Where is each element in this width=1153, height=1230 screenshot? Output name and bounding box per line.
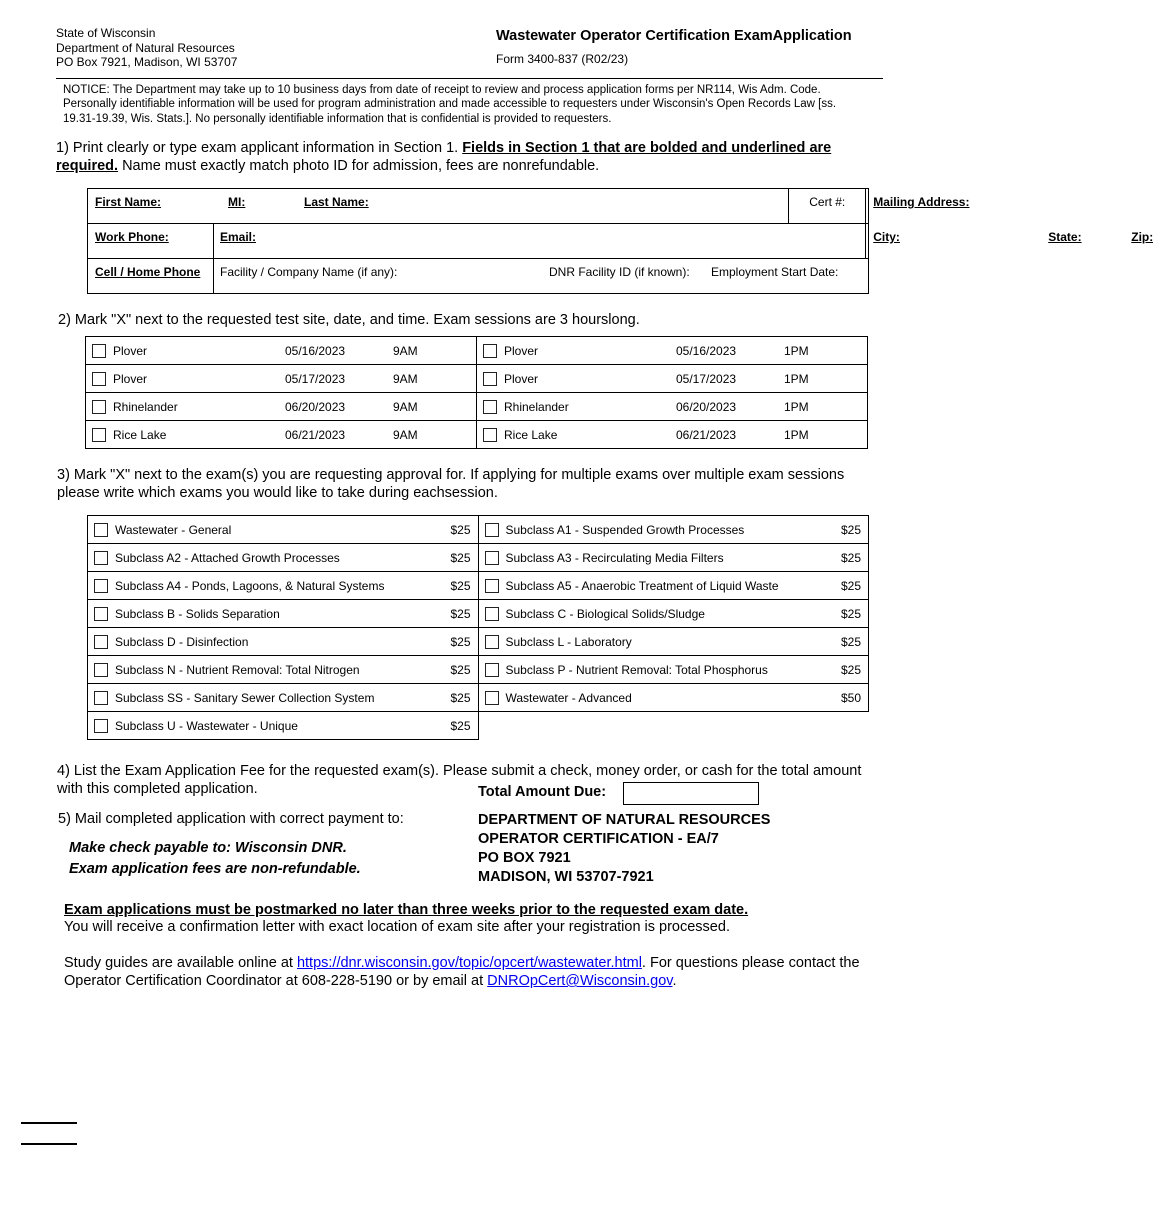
section2-instructions: 2) Mark "X" next to the requested test site, date, and time. Exam sessions are 3 hourslong. [58,312,640,328]
exam-option[interactable] [478,656,869,684]
session-option[interactable] [477,337,868,365]
exam-checkbox[interactable] [485,523,499,537]
city-label: City: [873,230,900,244]
empty-cell [478,712,869,740]
session-checkbox[interactable] [483,400,497,414]
exam-name: Subclass A1 - Suspended Growth Processes [505,523,745,537]
exam-option[interactable] [478,600,869,628]
exam-option[interactable] [88,684,479,712]
cert-cell[interactable] [789,189,866,224]
session-date: 05/16/2023 [676,344,737,358]
nonrefundable-note: Exam application fees are non-refundable. [69,861,361,877]
exam-row [88,656,869,684]
session-option[interactable] [477,393,868,421]
exam-name: Subclass D - Disinfection [115,635,249,649]
header-divider [56,78,883,79]
total-amount-input[interactable] [623,782,759,805]
session-time: 9AM [393,428,418,442]
session-time: 9AM [393,344,418,358]
session-time: 1PM [784,428,809,442]
agency-line: PO Box 7921, Madison, WI 53707 [56,55,238,69]
exam-option[interactable] [88,544,479,572]
mailing-address-label: Mailing Address: [873,195,970,209]
exam-name: Subclass A4 - Ponds, Lagoons, & Natural Systems [115,579,385,593]
exam-fee: $25 [450,607,471,621]
study-guide-link[interactable]: https://dnr.wisconsin.gov/topic/opcert/wastewater.html [296,955,642,971]
study-mid: . For questions please contact the Operator Certification Coordinator at 608-228-5190 or by email at [64,955,860,989]
exam-option[interactable] [88,600,479,628]
section4-instructions: 4) List the Exam Application Fee for the requested exam(s). Please submit a check, money order, or cash for the total amount with this completed application. [57,763,862,797]
exam-fee: $25 [450,635,471,649]
study-guide-paragraph [64,954,864,990]
facility-label: Facility / Company Name (if any): [220,265,398,279]
session-checkbox[interactable] [483,428,497,442]
session-option[interactable] [477,365,868,393]
first-name-label: First Name: [95,195,162,209]
exam-fee: $25 [450,691,471,705]
exam-checkbox[interactable] [485,635,499,649]
exam-option[interactable] [478,544,869,572]
exam-fee: $25 [450,523,471,537]
session-time: 9AM [393,400,418,414]
exam-name: Subclass SS - Sanitary Sewer Collection System [115,691,375,705]
session-site: Rhinelander [113,400,178,414]
address-line: PO BOX 7921 [478,850,571,866]
email-cell[interactable] [214,224,866,259]
exam-row [88,544,869,572]
exam-fee: $25 [450,579,471,593]
exam-checkbox[interactable] [485,551,499,565]
exam-option[interactable] [88,628,479,656]
section1-rest: Name must exactly match photo ID for admission, fees are nonrefundable. [118,158,600,174]
section1-instructions [56,139,846,175]
address-line: MADISON, WI 53707-7921 [478,869,654,885]
total-amount-label: Total Amount Due: [478,783,610,801]
section1-intro: 1) Print clearly or type exam applicant information in Section 1. [56,140,463,156]
cell-phone-cell[interactable] [88,259,214,294]
exam-checkbox[interactable] [94,663,108,677]
exam-option[interactable] [88,712,479,740]
session-site: Rhinelander [504,400,569,414]
mi-label: MI: [228,195,246,209]
session-row [86,421,868,449]
session-option[interactable] [477,421,868,449]
exam-fee: $25 [450,719,471,733]
confirmation-note: You will receive a confirmation letter with exact location of exam site after your registration is processed. [64,919,730,935]
session-date: 06/20/2023 [285,400,346,414]
work-phone-cell[interactable] [88,224,214,259]
exam-name: Wastewater - General [115,523,232,537]
mailing-address-cell[interactable] [866,189,970,224]
exam-fee: $25 [450,663,471,677]
session-site: Plover [113,372,148,386]
session-checkbox[interactable] [92,428,106,442]
session-row [86,393,868,421]
exam-row [88,572,869,600]
session-time: 1PM [784,400,809,414]
exam-checkbox[interactable] [94,523,108,537]
payable-note: Make check payable to: Wisconsin DNR. [69,840,347,856]
section1-required-note: Fields in Section 1 that are bolded and underlined are required. [56,140,832,174]
exam-option[interactable] [478,684,869,712]
session-time: 1PM [784,344,809,358]
exam-name: Subclass N - Nutrient Removal: Total Nitrogen [115,663,360,677]
session-option[interactable] [86,393,477,421]
exam-name: Subclass A5 - Anaerobic Treatment of Liquid Waste [505,579,779,593]
exam-option[interactable] [478,628,869,656]
footer-mark [21,1122,77,1124]
exam-name: Subclass B - Solids Separation [115,607,280,621]
last-name-label: Last Name: [304,195,369,209]
city-state-zip-cell[interactable] [866,224,1153,259]
exam-fee: $25 [840,551,861,565]
session-checkbox[interactable] [92,372,106,386]
session-option[interactable] [86,337,477,365]
exam-row [88,712,869,740]
test-session-table [85,336,868,449]
exam-checkbox[interactable] [94,607,108,621]
agency-block [56,26,237,70]
notice-text: NOTICE: The Department may take up to 10 business days from date of receipt to review and process application forms per NR114, Wis Adm. Code. Personally identifiable information will be used for program administration and made accessible to requesters under Wisconsin's Open Records Law [ss. 19.31-19.39, Wis. Stats.]. No personally identifiable information that is confidential is provided to requesters. [63,84,837,125]
exam-fee: $50 [840,691,861,705]
zip-label: Zip: [1131,230,1153,244]
exam-fee: $25 [840,663,861,677]
session-site: Plover [504,344,539,358]
session-date: 06/21/2023 [285,428,346,442]
exam-name: Subclass A3 - Recirculating Media Filters [505,551,724,565]
email-link[interactable]: DNROpCert@Wisconsin.gov [487,973,673,989]
exam-option[interactable] [88,572,479,600]
address-line: OPERATOR CERTIFICATION - EA/7 [478,831,719,847]
exam-checkbox[interactable] [94,635,108,649]
session-checkbox[interactable] [483,372,497,386]
exam-checkbox[interactable] [94,719,108,733]
exam-checkbox[interactable] [485,691,499,705]
cert-label: Cert #: [809,195,846,209]
work-phone-label: Work Phone: [95,230,169,244]
email-label: Email: [220,230,257,244]
cell-phone-label: Cell / Home Phone [95,265,201,279]
session-site: Plover [113,344,148,358]
exam-checkbox[interactable] [485,579,499,593]
footer-mark [21,1143,77,1145]
address-line: DEPARTMENT OF NATURAL RESOURCES [478,812,771,828]
exam-option[interactable] [88,656,479,684]
state-label: State: [1048,230,1082,244]
exam-name: Subclass A2 - Attached Growth Processes [115,551,340,565]
facility-cell[interactable] [214,259,869,294]
agency-line: Department of Natural Resources [56,40,235,55]
exam-row [88,628,869,656]
exam-checkbox[interactable] [94,579,108,593]
exam-name: Wastewater - Advanced [505,691,632,705]
exam-option[interactable] [478,572,869,600]
agency-line: State of Wisconsin [56,26,156,40]
session-date: 06/21/2023 [676,428,737,442]
session-time: 1PM [784,372,809,386]
form-number: Form 3400-837 (R02/23) [496,52,629,66]
exam-row [88,516,869,544]
session-checkbox[interactable] [92,344,106,358]
exam-name: Subclass P - Nutrient Removal: Total Phosphorus [505,663,768,677]
dnr-facility-id-label: DNR Facility ID (if known): [549,265,690,279]
session-date: 06/20/2023 [676,400,737,414]
employment-start-label: Employment Start Date: [711,265,839,279]
exam-fee: $25 [840,523,861,537]
session-site: Rice Lake [504,428,558,442]
session-site: Plover [504,372,539,386]
exam-name: Subclass U - Wastewater - Unique [115,719,298,733]
session-checkbox[interactable] [92,400,106,414]
exam-option[interactable] [88,516,479,544]
exam-fee: $25 [840,579,861,593]
exam-option[interactable] [478,516,869,544]
study-end: . [672,973,677,989]
exam-selection-table [87,515,869,740]
exam-fee: $25 [840,607,861,621]
exam-fee: $25 [450,551,471,565]
applicant-info-table [87,188,1153,294]
name-cell[interactable] [88,189,789,224]
exam-checkbox[interactable] [485,663,499,677]
session-date: 05/16/2023 [285,344,346,358]
session-date: 05/17/2023 [285,372,346,386]
session-row [86,365,868,393]
section5-instructions: 5) Mail completed application with correct payment to: [58,811,404,827]
exam-row [88,684,869,712]
session-time: 9AM [393,372,418,386]
session-option[interactable] [86,365,477,393]
exam-fee: $25 [840,635,861,649]
session-site: Rice Lake [113,428,167,442]
session-date: 05/17/2023 [676,372,737,386]
postmark-deadline: Exam applications must be postmarked no later than three weeks prior to the requested exam date. [64,902,749,918]
exam-name: Subclass L - Laboratory [505,635,632,649]
exam-checkbox[interactable] [485,607,499,621]
mailing-address-block [478,811,770,887]
exam-row [88,600,869,628]
study-pre: Study guides are available online at [64,955,297,971]
exam-checkbox[interactable] [94,691,108,705]
session-option[interactable] [86,421,477,449]
form-title: Wastewater Operator Certification ExamApplication [496,28,852,44]
section3-instructions: 3) Mark "X" next to the exam(s) you are requesting approval for. If applying for multiple exams over multiple exam sessions please write which exams you would like to take during eachsession. [57,467,845,501]
session-row [86,337,868,365]
exam-name: Subclass C - Biological Solids/Sludge [505,607,705,621]
session-checkbox[interactable] [483,344,497,358]
exam-checkbox[interactable] [94,551,108,565]
